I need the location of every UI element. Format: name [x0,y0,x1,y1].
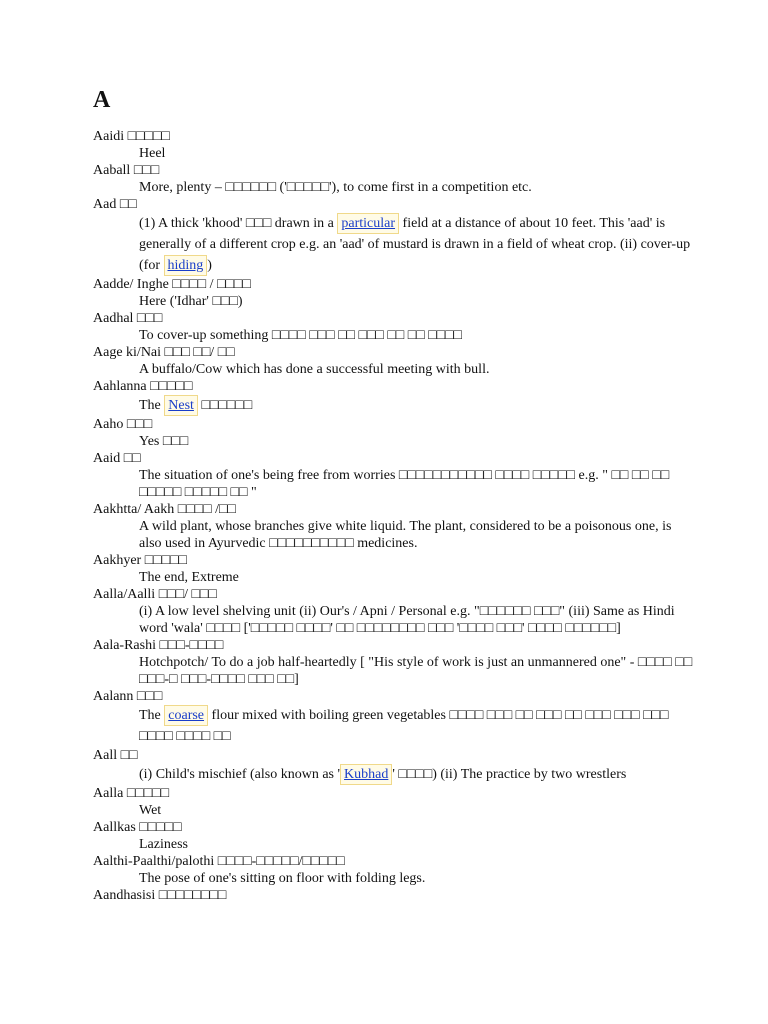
glossary-entry [93,552,693,586]
entry-definition [139,145,693,162]
glossary-entry [93,747,693,785]
entry-term: Aage ki/Nai □□□ □□/ □□ [93,345,235,360]
glossary-entry [93,853,693,887]
definition-text: Here ('Idhar' □□□) [139,294,243,309]
entry-definition [139,870,693,887]
definition-text: flour mixed with boiling green vegetables □□□□ □□□ □□ □□□ □□ □□□ □□□ □□□ □□□□ □□□□ □□ [139,708,669,744]
section-heading: A [93,87,111,113]
glossary-entry [93,501,693,552]
entry-term: Aalla/Aalli □□□/ □□□ [93,587,217,602]
entry-term: Aaidi □□□□□ [93,129,170,144]
definition-text: The [139,398,165,413]
definition-text: Wet [139,803,162,818]
entry-definition [139,836,693,853]
glossary-entry [93,162,693,196]
entry-term: Aalla □□□□□ [93,786,170,801]
highlighted-link-kubhad[interactable]: Kubhad [340,764,392,785]
entry-definition [139,433,693,450]
definition-text: Hotchpotch/ To do a job half-heartedly [ "His style of work is just an unmannered one" - □□□□ □□ □□□-□ □□□-□□□□ □□□ □□] [139,655,693,687]
glossary-entry [93,196,693,276]
glossary-entry [93,344,693,378]
definition-text: The [139,708,165,723]
definition-text: A buffalo/Cow which has done a successful meeting with bull. [139,362,490,377]
entry-term: Aaball □□□ [93,163,160,178]
entry-definition [139,293,693,310]
definition-text: (1) A thick 'khood' □□□ drawn in a [139,216,338,231]
definition-text: Laziness [139,837,188,852]
entry-definition [139,705,693,747]
entry-definition [139,327,693,344]
glossary-entry [93,637,693,688]
glossary-entry [93,128,693,162]
glossary-entry [93,586,693,637]
glossary-entry [93,785,693,819]
definition-text: ' □□□□) (ii) The practice by two wrestlers [392,767,627,782]
entry-term: Aadhal □□□ [93,311,163,326]
glossary-entry [93,450,693,501]
highlighted-link-hiding[interactable]: hiding [164,255,208,276]
entry-term: Aalann □□□ [93,689,163,704]
entry-definition [139,395,693,416]
entry-definition [139,764,693,785]
entry-definition [139,603,693,637]
entry-term: Aala-Rashi □□□-□□□□ [93,638,224,653]
glossary-entry [93,688,693,747]
glossary-entry [93,416,693,450]
entry-definition [139,569,693,586]
entry-definition [139,654,693,688]
definition-text: □□□□□□ [197,398,253,413]
glossary-entry [93,276,693,310]
definition-text: To cover-up something □□□□ □□□ □□ □□□ □□ □□ □□□□ [139,328,462,343]
glossary-entry [93,378,693,416]
glossary-entry [93,887,693,904]
entry-term: Aall □□ [93,748,138,763]
highlighted-link-nest[interactable]: Nest [164,395,198,416]
entry-term: Aakhtta/ Aakh □□□□ /□□ [93,502,236,517]
definition-text: The end, Extreme [139,570,239,585]
entry-definition [139,361,693,378]
entry-term: Aallkas □□□□□ [93,820,182,835]
entry-term: Aahlanna □□□□□ [93,379,193,394]
definition-text: (i) A low level shelving unit (ii) Our's / Apni / Personal e.g. "□□□□□□ □□□" (iii) Same as Hindi word 'wala' □□□□ ['□□□□□ □□□□' □□ □□□□□□□□ □□□ '□□□□ □□□' □□□□ □□□□□□] [139,604,675,636]
entry-term: Aalthi-Paalthi/palothi □□□□-□□□□□/□□□□□ [93,854,345,869]
entry-term: Aakhyer □□□□□ [93,553,187,568]
highlighted-link-coarse[interactable]: coarse [164,705,208,726]
definition-text: ) [207,258,212,273]
definition-text: The situation of one's being free from worries □□□□□□□□□□□ □□□□ □□□□□ e.g. " □□ □□ □□ □□□□□ □□□□□ □□ " [139,468,670,500]
definition-text: Heel [139,146,166,161]
entry-definition [139,467,693,501]
highlighted-link-particular[interactable]: particular [337,213,399,234]
glossary-list [93,128,693,904]
entry-term: Aad □□ [93,197,137,212]
entry-definition [139,213,693,276]
entry-definition [139,179,693,196]
entry-term: Aandhasisi □□□□□□□□ [93,888,227,903]
entry-term: Aaho □□□ [93,417,153,432]
definition-text: The pose of one's sitting on floor with folding legs. [139,871,426,886]
entry-definition [139,802,693,819]
definition-text: A wild plant, whose branches give white liquid. The plant, considered to be a poisonous one, is also used in Ayurvedic □□□□□□□□□□ medicines. [139,519,672,551]
definition-text: field at a distance of about 10 feet. This 'aad' is generally of a different crop e.g. an 'aad' of mustard is drawn in a field of wheat crop. (ii) cover-up (for [139,216,691,273]
glossary-entry [93,310,693,344]
definition-text: (i) Child's mischief (also known as ' [139,767,341,782]
entry-term: Aaid □□ [93,451,141,466]
entry-term: Aadde/ Inghe □□□□ / □□□□ [93,277,251,292]
glossary-entry [93,819,693,853]
definition-text: Yes □□□ [139,434,189,449]
definition-text: More, plenty – □□□□□□ ('□□□□□'), to come first in a competition etc. [139,180,532,195]
entry-definition [139,518,693,552]
